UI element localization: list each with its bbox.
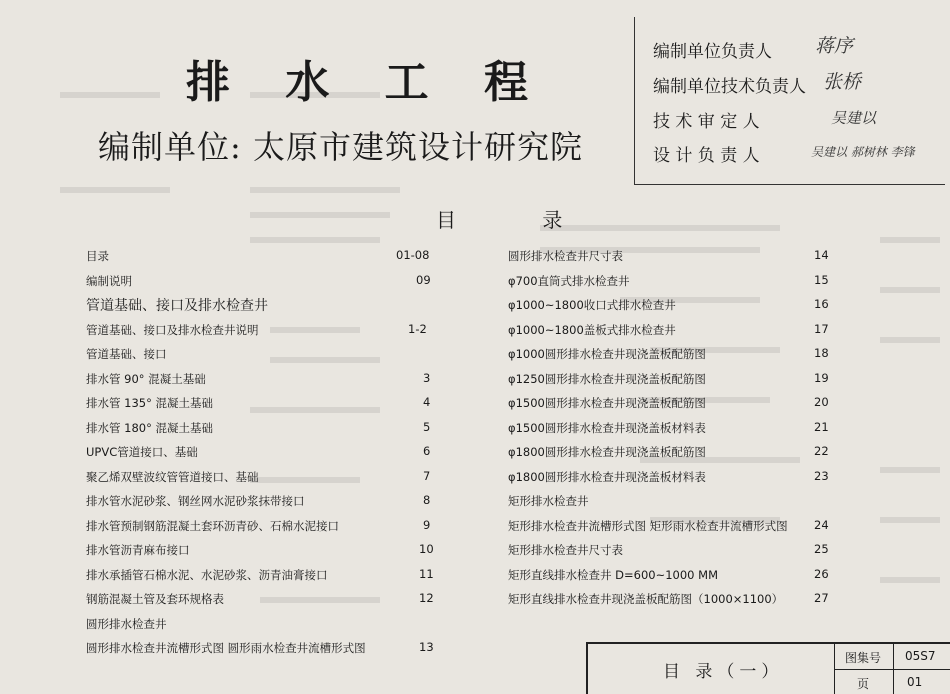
toc-entry: 矩形直线排水检查井现浇盖板配筋图（1000×1100） 27 [508,591,829,606]
toc-entry: 排水管水泥砂浆、钢丝网水泥砂浆抹带接口 8 [86,493,431,508]
atlas-number-label: 图集号 [845,651,882,665]
toc-entry: 圆形排水检查井尺寸表 14 [508,248,829,263]
compiler-unit: 编制单位: 太原市建筑设计研究院 [98,128,583,166]
toc-entry: 排水管沥青麻布接口 10 [86,542,434,557]
toc-entry: φ1000圆形排水检查井现浇盖板配筋图 18 [508,346,829,361]
toc-entry: 排水管 180° 混凝土基础 5 [86,419,431,435]
toc-heading: 目 录 [436,208,603,232]
signature-unit-head: 蒋序 [815,35,854,57]
toc-entry: φ1800圆形排水检查井现浇盖板配筋图 22 [508,444,829,459]
toc-entry: 矩形直线排水检查井 D=600~1000 MM 26 [508,566,829,582]
toc-entry: 矩形排水检查井 [508,494,589,508]
toc-entry: φ1500圆形排水检查井现浇盖板材料表 21 [508,419,829,435]
toc-entry: 矩形排水检查井流槽形式图 矩形雨水检查井流槽形式图 24 [508,517,829,533]
signature-approver: 吴建以 [831,109,877,127]
toc-entry: 矩形排水检查井尺寸表 25 [508,542,829,557]
toc-entry: 圆形排水检查井 [86,616,167,631]
toc-entry: 排水管预制钢筋混凝土套环沥青砂、石棉水泥接口 9 [86,517,431,533]
toc-entry: 管道基础、接口 [86,347,167,361]
role-unit-head: 编制单位负责人 [653,42,772,62]
toc-right-column [508,244,858,612]
toc-entry: 管道基础、接口及排水检查井说明 1-2 [86,321,427,337]
role-design-lead: 设 计 负 责 人 [653,146,760,166]
signature-tech-head: 张桥 [823,71,862,93]
toc-entry: 聚乙烯双壁波纹管管道接口、基础 7 [86,468,431,484]
signature-design-lead: 吴建以 郝树林 李锋 [811,145,915,159]
toc-entry: φ1000~1800盖板式排水检查井 17 [508,321,829,337]
toc-entry: φ700直筒式排水检查井 15 [508,272,829,288]
toc-entry: 排水管 90° 混凝土基础 3 [86,370,431,386]
toc-entry: UPVC管道接口、基础 6 [86,444,431,459]
grid-divider [893,644,894,694]
page-value: 01 [907,675,923,689]
toc-entry: φ1500圆形排水检查井现浇盖板配筋图 20 [508,395,829,410]
toc-entry: 排水承插管石棉水泥、水泥砂浆、沥青油膏接口 11 [86,566,434,582]
toc-entry: φ1800圆形排水检查井现浇盖板材料表 23 [508,468,829,484]
toc-entry: 钢筋混凝土管及套环规格表 12 [86,591,434,606]
sheet-label: 目 录（一） [663,662,784,682]
atlas-number-value: 05S7 [905,649,936,663]
toc-entry: 编制说明 09 [86,272,431,288]
toc-entry: φ1000~1800收口式排水检查井 16 [508,297,829,312]
title-block [586,642,950,694]
toc-entry: 排水管 135° 混凝土基础 4 [86,395,431,410]
page-label: 页 [857,677,870,691]
document-title: 排 水 工 程 [186,57,548,108]
toc-section-heading: 管道基础、接口及排水检查井 [86,298,268,314]
toc-entry: 圆形排水检查井流槽形式图 圆形雨水检查井流槽形式图 13 [86,640,434,655]
title-block-grid [834,644,950,694]
toc-entry: φ1250圆形排水检查井现浇盖板配筋图 19 [508,370,829,386]
role-tech-head: 编制单位技术负责人 [653,77,806,97]
toc-left-column [86,244,436,661]
toc-entry: 目录 01-08 [86,248,430,263]
role-approver: 技 术 审 定 人 [653,112,760,132]
responsible-persons-block [634,17,945,185]
